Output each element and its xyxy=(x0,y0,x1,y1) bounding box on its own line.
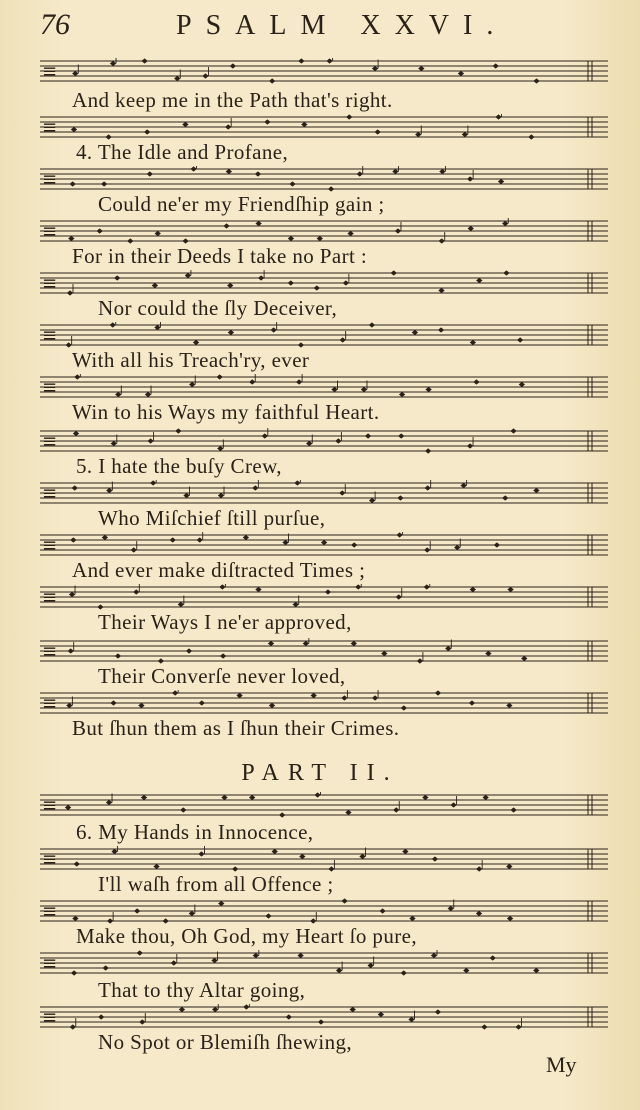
svg-text:≡: ≡ xyxy=(42,849,58,870)
staff-lines xyxy=(40,322,608,348)
lyric-line: Nor could the ſly Deceiver, xyxy=(98,296,338,320)
music-staff xyxy=(40,114,608,140)
lyric-line: For in their Deeds I take no Part : xyxy=(72,244,368,268)
staff-lines xyxy=(40,114,608,140)
staff-lines xyxy=(40,1004,608,1030)
lyric-line: And ever make diſtracted Times ; xyxy=(72,558,366,582)
svg-text:≡: ≡ xyxy=(42,795,58,816)
music-staff xyxy=(40,950,608,976)
music-staff xyxy=(40,58,608,84)
svg-text:≡: ≡ xyxy=(42,325,58,346)
staff-lines xyxy=(40,428,608,454)
lyric-line: 4. The Idle and Profane, xyxy=(76,140,289,164)
staff-lines xyxy=(40,58,608,84)
lyric-line: With all his Treach'ry, ever xyxy=(72,348,310,372)
svg-text:≡: ≡ xyxy=(42,693,58,714)
staff-lines xyxy=(40,950,608,976)
music-staff xyxy=(40,270,608,296)
svg-text:≡: ≡ xyxy=(42,169,58,190)
music-staff xyxy=(40,480,608,506)
music-staff xyxy=(40,1004,608,1030)
staff-lines xyxy=(40,218,608,244)
lyric-line: Who Miſchief ſtill purſue, xyxy=(98,506,326,530)
svg-text:≡: ≡ xyxy=(42,641,58,662)
staff-lines xyxy=(40,532,608,558)
staff-lines xyxy=(40,846,608,872)
lyric-line: Could ne'er my Friendſhip gain ; xyxy=(98,192,385,216)
svg-text:≡: ≡ xyxy=(42,1007,58,1028)
music-staff xyxy=(40,322,608,348)
music-staff xyxy=(40,638,608,664)
music-staff xyxy=(40,166,608,192)
lyric-line: Make thou, Oh God, my Heart ſo pure, xyxy=(76,924,417,948)
lyric-line: 5. I hate the buſy Crew, xyxy=(76,454,282,478)
svg-text:≡: ≡ xyxy=(42,901,58,922)
svg-text:≡: ≡ xyxy=(42,953,58,974)
page-number: 76 xyxy=(40,8,70,41)
svg-text:≡: ≡ xyxy=(42,273,58,294)
staff-lines xyxy=(40,690,608,716)
staff-lines xyxy=(40,480,608,506)
staff-lines xyxy=(40,166,608,192)
svg-text:≡: ≡ xyxy=(42,221,58,242)
music-staff xyxy=(40,532,608,558)
music-staff xyxy=(40,584,608,610)
svg-text:≡: ≡ xyxy=(42,535,58,556)
svg-text:≡: ≡ xyxy=(42,61,58,82)
music-staff xyxy=(40,690,608,716)
section-heading: PART II. xyxy=(241,760,399,786)
lyric-line: Their Ways I ne'er approved, xyxy=(98,610,352,634)
svg-text:≡: ≡ xyxy=(42,587,58,608)
page-header xyxy=(0,8,640,48)
staff-lines xyxy=(40,270,608,296)
staff-lines xyxy=(40,584,608,610)
lyric-line: And keep me in the Path that's right. xyxy=(72,88,393,112)
lyric-line: Win to his Ways my faithful Heart. xyxy=(72,400,380,424)
music-staff xyxy=(40,898,608,924)
lyric-line: Their Converſe never loved, xyxy=(98,664,346,688)
catchword: My xyxy=(546,1052,577,1077)
lyric-line: I'll waſh from all Offence ; xyxy=(98,872,334,896)
music-staff xyxy=(40,792,608,818)
svg-text:≡: ≡ xyxy=(42,431,58,452)
svg-text:≡: ≡ xyxy=(42,117,58,138)
staff-lines xyxy=(40,898,608,924)
lyric-line: That to thy Altar going, xyxy=(98,978,306,1002)
music-staff xyxy=(40,846,608,872)
lyric-line: But ſhun them as I ſhun their Crimes. xyxy=(72,716,400,740)
lyric-line: No Spot or Blemiſh ſhewing, xyxy=(98,1030,353,1054)
running-title: PSALM XXVI. xyxy=(176,10,508,41)
music-staff xyxy=(40,218,608,244)
svg-text:≡: ≡ xyxy=(42,483,58,504)
lyric-line: 6. My Hands in Innocence, xyxy=(76,820,314,844)
music-staff xyxy=(40,374,608,400)
music-staff xyxy=(40,428,608,454)
staff-lines xyxy=(40,638,608,664)
svg-text:≡: ≡ xyxy=(42,377,58,398)
staff-lines xyxy=(40,792,608,818)
staff-lines xyxy=(40,374,608,400)
